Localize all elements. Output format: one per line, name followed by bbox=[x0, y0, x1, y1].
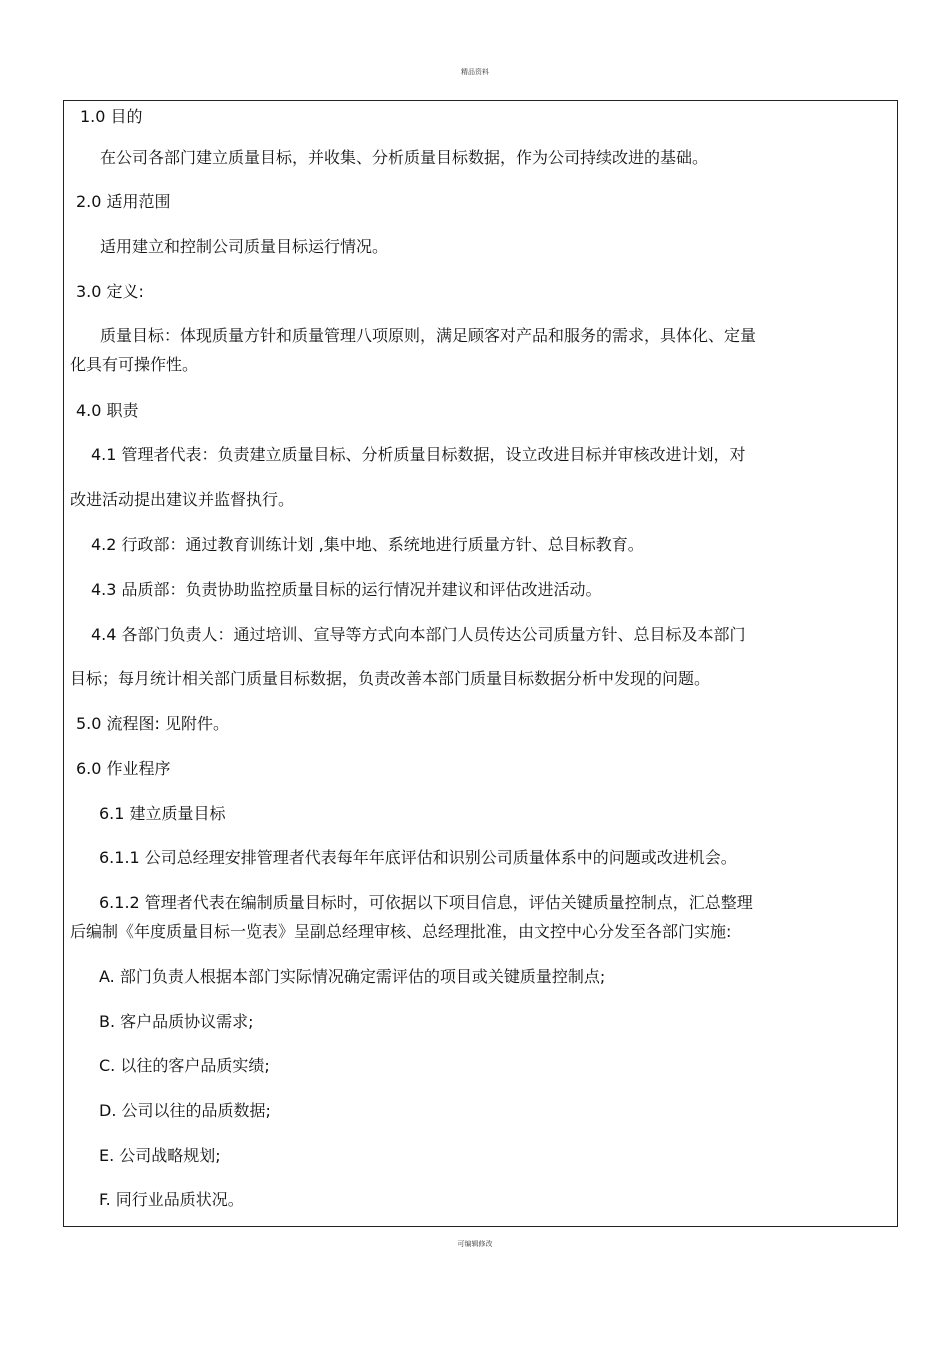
section-4-1-line-2: 改进活动提出建议并监督执行。 bbox=[70, 490, 295, 509]
section-2-heading: 2.0 适用范围 bbox=[76, 192, 171, 211]
section-4-2: 4.2 行政部：通过教育训练计划 ,集中地、系统地进行质量方针、总目标教育。 bbox=[91, 535, 644, 554]
list-item-b: B. 客户品质协议需求; bbox=[99, 1012, 254, 1031]
list-item-c: C. 以往的客户品质实绩; bbox=[99, 1056, 270, 1075]
list-item-f: F. 同行业品质状况。 bbox=[99, 1190, 244, 1209]
section-1-heading: 1.0 目的 bbox=[80, 107, 143, 126]
section-3-body-line-1: 质量目标：体现质量方针和质量管理八项原则，满足顾客对产品和服务的需求，具体化、定量 bbox=[100, 326, 757, 345]
list-item-a: A. 部门负责人根据本部门实际情况确定需评估的项目或关键质量控制点; bbox=[99, 967, 606, 986]
list-item-e: E. 公司战略规划; bbox=[99, 1146, 221, 1165]
section-6-1-2-line-2: 后编制《年度质量目标一览表》呈副总经理审核、总经理批准，由文控中心分发至各部门实施: bbox=[70, 922, 732, 941]
section-6-heading: 6.0 作业程序 bbox=[76, 759, 171, 778]
section-2-body: 适用建立和控制公司质量目标运行情况。 bbox=[100, 237, 389, 256]
section-3-body-line-2: 化具有可操作性。 bbox=[70, 355, 199, 374]
section-3-heading: 3.0 定义: bbox=[76, 282, 144, 301]
page-header-note: 精品资料 bbox=[461, 68, 489, 76]
section-6-1: 6.1 建立质量目标 bbox=[99, 804, 226, 823]
list-item-d: D. 公司以往的品质数据; bbox=[99, 1101, 271, 1120]
section-4-4-line-1: 4.4 各部门负责人：通过培训、宣导等方式向本部门人员传达公司质量方针、总目标及本部门 bbox=[91, 625, 746, 644]
section-5-heading: 5.0 流程图: 见附件。 bbox=[76, 714, 230, 733]
page-footer-note: 可编辑修改 bbox=[457, 1240, 493, 1248]
section-4-heading: 4.0 职责 bbox=[76, 401, 139, 420]
section-1-body: 在公司各部门建立质量目标，并收集、分析质量目标数据，作为公司持续改进的基础。 bbox=[100, 148, 709, 167]
section-6-1-2-line-1: 6.1.2 管理者代表在编制质量目标时，可依据以下项目信息，评估关键质量控制点，汇总整理 bbox=[99, 893, 753, 912]
section-4-1-line-1: 4.1 管理者代表：负责建立质量目标、分析质量目标数据，设立改进目标并审核改进计划，对 bbox=[91, 445, 746, 464]
section-4-4-line-2: 目标；每月统计相关部门质量目标数据，负责改善本部门质量目标数据分析中发现的问题。 bbox=[70, 669, 711, 688]
section-6-1-1: 6.1.1 公司总经理安排管理者代表每年年底评估和识别公司质量体系中的问题或改进机会。 bbox=[99, 848, 737, 867]
section-4-3: 4.3 品质部：负责协助监控质量目标的运行情况并建议和评估改进活动。 bbox=[91, 580, 602, 599]
